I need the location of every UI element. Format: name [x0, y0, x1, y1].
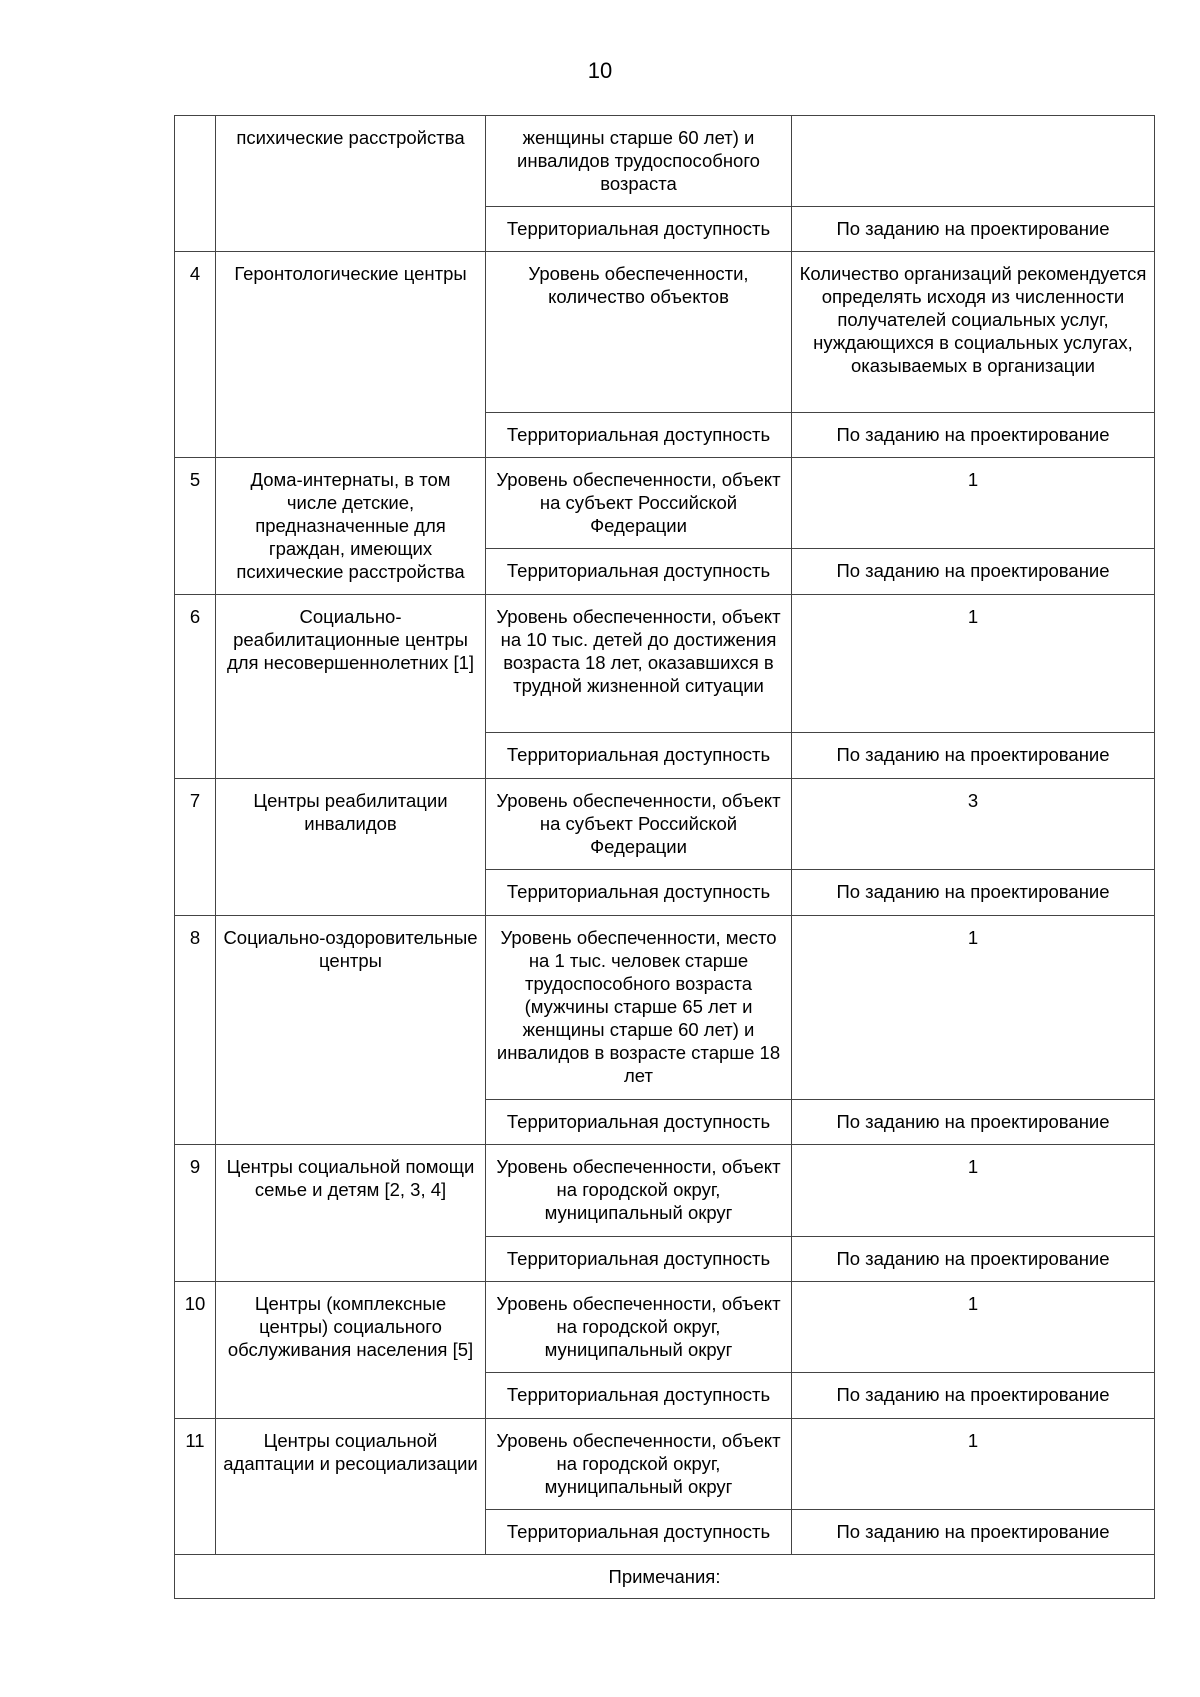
notes-row: [175, 1555, 1155, 1599]
facility-name-cell: Центры социальной адаптации и ресоциализации: [216, 1419, 486, 1555]
access-value-cell: По заданию на проектирование: [792, 870, 1155, 916]
access-value-cell: По заданию на проектирование: [792, 1510, 1155, 1555]
table-row: [175, 252, 1155, 413]
row-number-cell: 4: [175, 252, 216, 458]
row-number-cell: 8: [175, 916, 216, 1145]
access-indicator-cell: Территориальная доступность: [486, 1237, 792, 1282]
facility-name-cell: Центры реабилитации инвалидов: [216, 779, 486, 916]
row-number-cell: 11: [175, 1419, 216, 1555]
table-row: [175, 1282, 1155, 1373]
norm-value-cell: 1: [792, 916, 1155, 1100]
facility-name-cell: Центры (комплексные центры) социального обслуживания населения [5]: [216, 1282, 486, 1419]
table-row: [175, 116, 1155, 207]
row-number-cell: 6: [175, 595, 216, 779]
norm-value-cell: 1: [792, 458, 1155, 549]
norm-indicator-cell: Уровень обеспеченности, объект на 10 тыс. детей до достижения возраста 18 лет, оказавшихся в трудной жизненной ситуации: [486, 595, 792, 733]
row-number-cell: 7: [175, 779, 216, 916]
access-value-cell: По заданию на проектирование: [792, 1237, 1155, 1282]
access-value-cell: По заданию на проектирование: [792, 549, 1155, 595]
norm-value-cell: 3: [792, 779, 1155, 870]
page-number: 10: [587, 58, 613, 83]
access-indicator-cell: Территориальная доступность: [486, 1100, 792, 1145]
access-value-cell: По заданию на проектирование: [792, 733, 1155, 779]
facility-name-cell: Социально-реабилитационные центры для несовершеннолетних [1]: [216, 595, 486, 779]
norm-indicator-cell: Уровень обеспеченности, место на 1 тыс. человек старше трудоспособного возраста (мужчины старше 65 лет и женщины старше 60 лет) и инвалидов в возрасте старше 18 лет: [486, 916, 792, 1100]
row-number-cell: 10: [175, 1282, 216, 1419]
access-indicator-cell: Территориальная доступность: [486, 549, 792, 595]
norm-indicator-cell: Уровень обеспеченности, количество объектов: [486, 252, 792, 413]
access-value-cell: По заданию на проектирование: [792, 1373, 1155, 1419]
norm-value-cell: 1: [792, 1145, 1155, 1237]
access-indicator-cell: Территориальная доступность: [486, 870, 792, 916]
access-value-cell: По заданию на проектирование: [792, 1100, 1155, 1145]
table-row: [175, 779, 1155, 870]
facility-name-cell: психические расстройства: [216, 116, 486, 252]
norm-value-cell: 1: [792, 1419, 1155, 1510]
norm-indicator-cell: Уровень обеспеченности, объект на городской округ, муниципальный округ: [486, 1145, 792, 1237]
table-row: [175, 458, 1155, 549]
norm-value-cell: [792, 116, 1155, 207]
norm-indicator-cell: женщины старше 60 лет) и инвалидов трудоспособного возраста: [486, 116, 792, 207]
norm-indicator-cell: Уровень обеспеченности, объект на субъект Российской Федерации: [486, 779, 792, 870]
access-indicator-cell: Территориальная доступность: [486, 1510, 792, 1555]
row-number-cell: [175, 116, 216, 252]
facility-name-cell: Геронтологические центры: [216, 252, 486, 458]
access-indicator-cell: Территориальная доступность: [486, 207, 792, 252]
table-row: [175, 1145, 1155, 1237]
norm-value-cell: 1: [792, 595, 1155, 733]
facility-name-cell: Социально-оздоровительные центры: [216, 916, 486, 1145]
norm-indicator-cell: Уровень обеспеченности, объект на городской округ, муниципальный округ: [486, 1419, 792, 1510]
norm-value-cell: 1: [792, 1282, 1155, 1373]
facility-name-cell: Дома-интернаты, в том числе детские, предназначенные для граждан, имеющих психические расстройства: [216, 458, 486, 595]
access-indicator-cell: Территориальная доступность: [486, 733, 792, 779]
notes-label: Примечания:: [175, 1555, 1155, 1599]
access-indicator-cell: Территориальная доступность: [486, 413, 792, 458]
norm-value-cell: Количество организаций рекомендуется определять исходя из численности получателей социальных услуг, нуждающихся в социальных услугах, оказываемых в организации: [792, 252, 1155, 413]
norm-indicator-cell: Уровень обеспеченности, объект на субъект Российской Федерации: [486, 458, 792, 549]
table-row: [175, 1419, 1155, 1510]
standards-table: [174, 115, 1155, 1599]
access-indicator-cell: Территориальная доступность: [486, 1373, 792, 1419]
access-value-cell: По заданию на проектирование: [792, 207, 1155, 252]
access-value-cell: По заданию на проектирование: [792, 413, 1155, 458]
row-number-cell: 5: [175, 458, 216, 595]
norm-indicator-cell: Уровень обеспеченности, объект на городской округ, муниципальный округ: [486, 1282, 792, 1373]
facility-name-cell: Центры социальной помощи семье и детям [2, 3, 4]: [216, 1145, 486, 1282]
row-number-cell: 9: [175, 1145, 216, 1282]
table-row: [175, 916, 1155, 1100]
table-row: [175, 595, 1155, 733]
